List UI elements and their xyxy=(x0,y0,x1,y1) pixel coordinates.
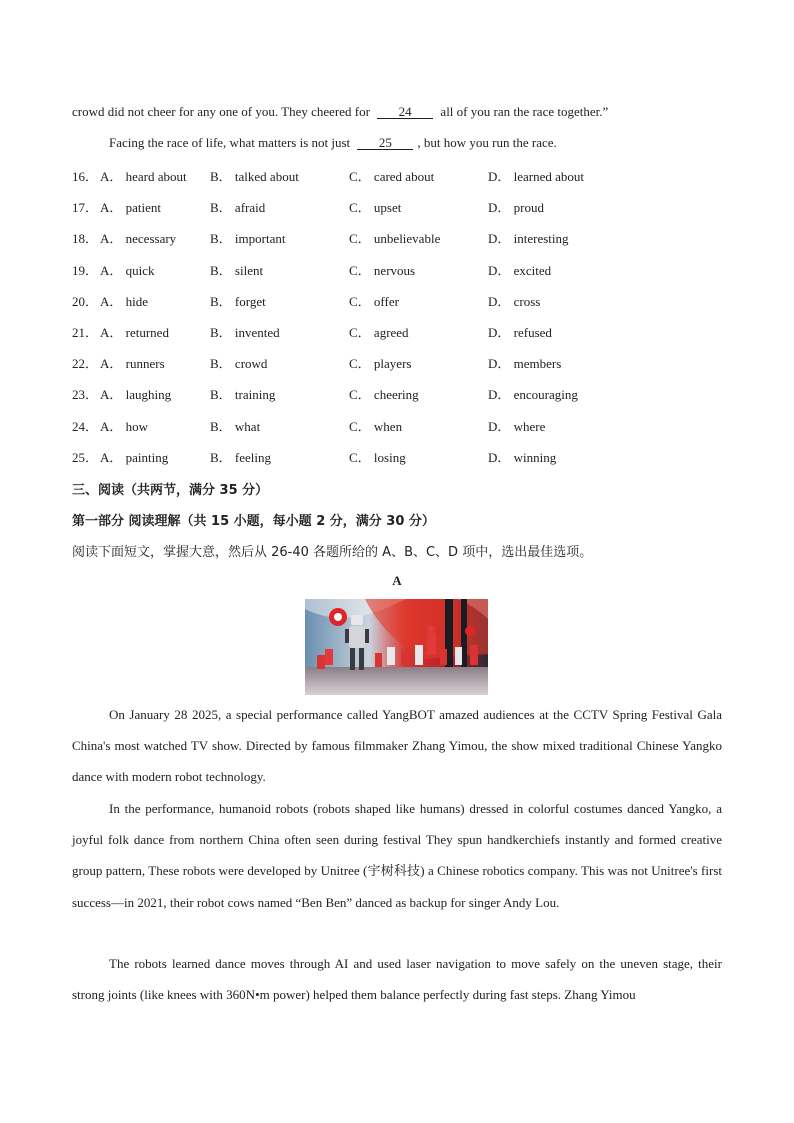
option-d: D． members xyxy=(488,356,562,372)
question-number: 19． xyxy=(72,262,99,278)
option-a: A． runners xyxy=(100,356,165,372)
option-a: A． how xyxy=(100,418,149,434)
option-row xyxy=(72,228,732,246)
passage-paragraph-1 xyxy=(72,699,722,793)
option-b: B． feeling xyxy=(210,449,272,465)
robot-performance-photo xyxy=(305,599,488,695)
intro-text: , but how you run the race. xyxy=(417,135,557,150)
option-b: B． silent xyxy=(210,262,264,278)
question-number: 23． xyxy=(72,387,99,403)
question-number: 18． xyxy=(72,231,99,247)
intro-line-1 xyxy=(72,104,608,120)
option-c: C． cheering xyxy=(349,387,419,403)
option-row xyxy=(72,353,732,371)
option-row xyxy=(72,416,732,434)
question-number: 24． xyxy=(72,418,99,434)
option-a: A． painting xyxy=(100,449,169,465)
question-number: 17． xyxy=(72,200,99,216)
passage-paragraph-3 xyxy=(72,948,722,1010)
option-b: B． forget xyxy=(210,293,266,309)
option-b: B． talked about xyxy=(210,169,299,184)
option-b: B． what xyxy=(210,418,261,434)
option-d: D． learned about xyxy=(488,169,585,184)
option-c: C． agreed xyxy=(349,325,409,340)
option-c: C． upset xyxy=(349,200,402,216)
option-row xyxy=(72,166,732,184)
option-c: C． cared about xyxy=(349,169,435,184)
option-d: D． encouraging xyxy=(488,387,578,403)
paragraph-text: The robots learned dance moves through AI and used laser navigation to move safely on the uneven stage, their strong joints (like knees with 360N•m power) helped them balance perfectly during fast steps. Zhang Yimou xyxy=(72,956,722,1003)
option-a: A． laughing xyxy=(100,387,172,403)
option-row xyxy=(72,384,732,402)
option-a: A． quick xyxy=(100,262,155,278)
option-a: A． patient xyxy=(100,200,162,216)
option-a: A． returned xyxy=(100,325,169,340)
option-c: C． players xyxy=(349,356,412,372)
option-d: D． refused xyxy=(488,325,552,340)
option-row xyxy=(72,322,732,340)
option-d: D． excited xyxy=(488,262,552,278)
option-b: B． training xyxy=(210,387,276,403)
blank-24: 24 xyxy=(377,105,433,119)
option-c: C． losing xyxy=(349,449,406,465)
intro-text: Facing the race of life, what matters is not just xyxy=(109,135,351,150)
part-heading: 第一部分 阅读理解（共 15 小题，每小题 2 分，满分 30 分） xyxy=(72,514,435,529)
passage-paragraph-2 xyxy=(72,793,722,918)
option-b: B． afraid xyxy=(210,200,266,216)
option-c: C． nervous xyxy=(349,262,416,278)
instruction: 阅读下面短文，掌握大意，然后从 26-40 各题所给的 A、B、C、D 项中，选出最佳选项。 xyxy=(72,545,593,560)
option-c: C． offer xyxy=(349,293,399,309)
option-b: B． crowd xyxy=(210,356,268,372)
option-a: A． necessary xyxy=(100,231,177,247)
option-a: A． hide xyxy=(100,293,149,309)
option-row xyxy=(72,447,732,465)
option-c: C． when xyxy=(349,418,403,434)
intro-text: crowd did not cheer for any one of you. They cheered for xyxy=(72,104,370,119)
intro-text: all of you ran the race together.” xyxy=(440,104,609,119)
paragraph-text: On January 28 2025, a special performance called YangBOT amazed audiences at the CCTV Spring Festival Gala China's most watched TV show. Directed by famous filmmaker Zhang Yimou, the show mixed traditional Chinese Yangko dance with modern robot technology. xyxy=(72,707,722,785)
option-row xyxy=(72,197,732,215)
question-number: 16． xyxy=(72,169,99,184)
paragraph-text: In the performance, humanoid robots (robots shaped like humans) dressed in colorful costumes danced Yangko, a joyful folk dance from northern China often seen during festival They spun handkerchiefs instantly and formed creative group pattern, These robots were developed by Unitree (宇树科技) a Chinese robotics company. This was not Unitree's first success—in 2021, their robot cows named “Ben Ben” danced as backup for singer Andy Lou. xyxy=(72,801,722,910)
option-row xyxy=(72,260,732,278)
question-number: 21． xyxy=(72,325,99,340)
option-row xyxy=(72,291,732,309)
option-a: A． heard about xyxy=(100,169,187,184)
option-d: D． proud xyxy=(488,200,544,216)
option-b: B． invented xyxy=(210,325,280,340)
intro-line-2 xyxy=(109,135,557,151)
option-b: B． important xyxy=(210,231,286,247)
question-number: 25． xyxy=(72,449,99,465)
option-c: C． unbelievable xyxy=(349,231,441,247)
section-heading: 三、阅读（共两节，满分 35 分） xyxy=(72,483,269,498)
option-d: D． winning xyxy=(488,449,557,465)
blank-25: 25 xyxy=(357,136,413,150)
option-d: D． cross xyxy=(488,293,541,309)
passage-title: A xyxy=(392,573,402,588)
option-d: D． where xyxy=(488,418,546,434)
option-d: D． interesting xyxy=(488,231,569,247)
question-number: 22． xyxy=(72,356,99,372)
question-number: 20． xyxy=(72,293,99,309)
